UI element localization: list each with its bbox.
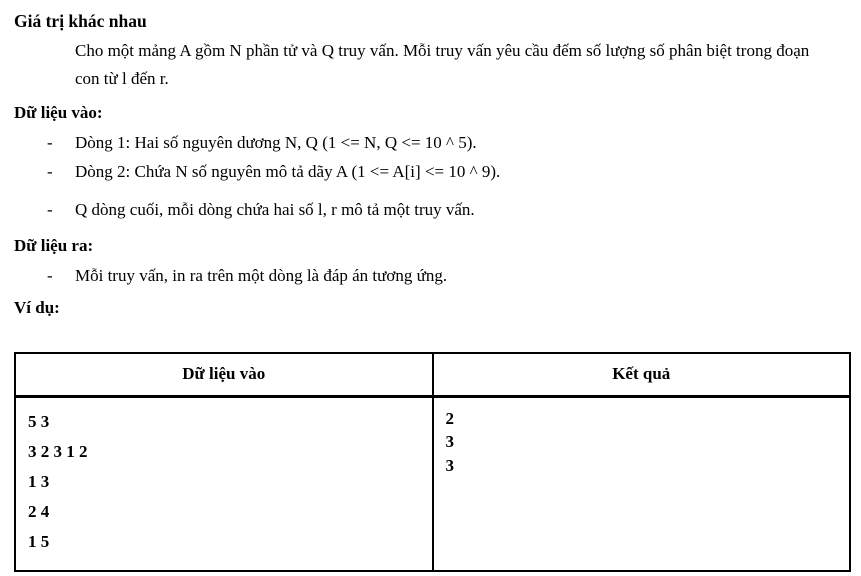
list-item-text: Q dòng cuối, mỗi dòng chứa hai số l, r mô tả một truy vấn. [75,200,475,219]
input-spec-list [14,128,851,224]
example-table-body-row [15,396,850,571]
problem-statement: Cho một mảng A gồm N phần tử và Q truy vấn. Mỗi truy vấn yêu cầu đếm số lượng số phân biệt trong đoạn con từ l đến r. [75,41,810,88]
output-spec-list [14,261,851,290]
input-line: 2 4 [28,501,50,521]
example-table-header-row [15,353,850,396]
list-item-text: Mỗi truy vấn, in ra trên một dòng là đáp án tương ứng. [75,266,448,285]
bullet-dash: - [47,266,53,285]
bullet-dash: - [47,200,53,219]
input-line: 3 2 3 1 2 [28,441,88,461]
list-item [47,157,851,186]
problem-title: Giá trị khác nhau [14,11,147,31]
list-item [47,128,851,157]
input-section-heading: Dữ liệu vào: [14,103,103,122]
example-table-output-header: Kết quả [433,353,851,396]
example-input-cell [15,396,433,571]
input-line: 1 5 [28,531,50,551]
input-line: 5 3 [28,411,50,431]
example-output-cell [433,396,851,571]
example-table-input-header: Dữ liệu vào [15,353,433,396]
bullet-dash: - [47,162,53,181]
input-line: 1 3 [28,471,50,491]
output-line: 3 [445,432,454,451]
example-section-heading: Ví dụ: [14,298,60,317]
list-item-text: Dòng 1: Hai số nguyên dương N, Q (1 <= N, Q <= 10 ^ 5). [75,133,477,152]
list-item [47,261,851,290]
list-item-text: Dòng 2: Chứa N số nguyên mô tả dãy A (1 <= A[i] <= 10 ^ 9). [75,162,501,181]
bullet-dash: - [47,133,53,152]
list-item [47,195,851,224]
output-line: 2 [445,408,454,428]
output-section-heading: Dữ liệu ra: [14,236,94,255]
output-line: 3 [445,455,454,475]
example-table [14,352,851,572]
